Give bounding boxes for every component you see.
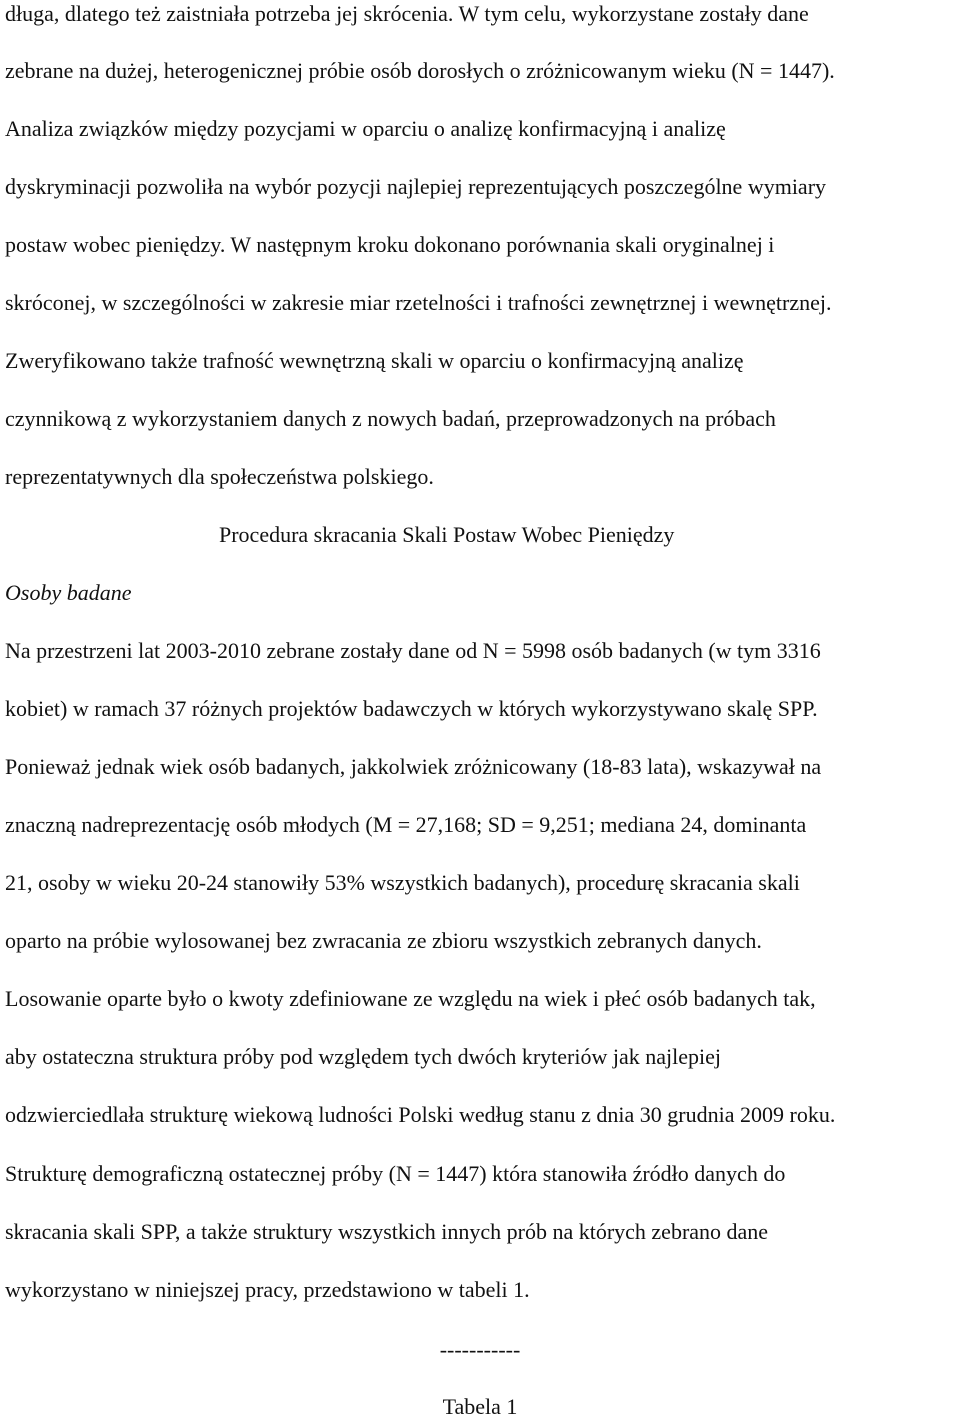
paragraph-2-line-4: znaczną nadreprezentację osób młodych (M = 27,168; SD = 9,251; mediana 24, dominanta xyxy=(5,812,807,837)
section-heading: Procedura skracania Skali Postaw Wobec Pieniędzy xyxy=(219,522,675,547)
paragraph-2-line-2: kobiet) w ramach 37 różnych projektów badawczych w których wykorzystywano skalę SPP. xyxy=(5,696,818,721)
paragraph-2-line-3: Ponieważ jednak wiek osób badanych, jakkolwiek zróżnicowany (18-83 lata), wskazywał na xyxy=(5,754,822,779)
paragraph-2-line-9: odzwierciedlała strukturę wiekową ludności Polski według stanu z dnia 30 grudnia 2009 roku. xyxy=(5,1102,836,1127)
paragraph-2-line-11: skracania skali SPP, a także struktury wszystkich innych prób na których zebrano dane xyxy=(5,1219,769,1244)
paragraph-1-line-6: skróconej, w szczególności w zakresie miar rzetelności i trafności zewnętrznej i wewnętrznej. xyxy=(5,290,832,315)
paragraph-1-line-9: reprezentatywnych dla społeczeństwa polskiego. xyxy=(5,464,434,489)
table-caption: Tabela 1 xyxy=(442,1394,518,1419)
paragraph-2-line-7: Losowanie oparte było o kwoty zdefiniowane ze względu na wiek i płeć osób badanych tak, xyxy=(5,986,816,1011)
paragraph-2-line-8: aby ostateczna struktura próby pod względem tych dwóch kryteriów jak najlepiej xyxy=(5,1044,721,1069)
paragraph-1-line-7: Zweryfikowano także trafność wewnętrzną skali w oparciu o konfirmacyjną analizę xyxy=(5,348,744,373)
paragraph-1-line-4: dyskryminacji pozwoliła na wybór pozycji najlepiej reprezentujących poszczególne wymiary xyxy=(5,174,827,199)
paragraph-1-line-8: czynnikową z wykorzystaniem danych z nowych badań, przeprowadzonych na próbach xyxy=(5,406,776,431)
paragraph-2-line-5: 21, osoby w wieku 20-24 stanowiły 53% wszystkich badanych), procedurę skracania skali xyxy=(5,870,800,895)
paragraph-2-line-1: Na przestrzeni lat 2003-2010 zebrane zostały dane od N = 5998 osób badanych (w tym 3316 xyxy=(5,638,821,663)
paragraph-2-line-12: wykorzystano w niniejszej pracy, przedstawiono w tabeli 1. xyxy=(5,1277,530,1302)
paragraph-1-line-3: Analiza związków między pozycjami w oparciu o analizę konfirmacyjną i analizę xyxy=(5,116,726,141)
paragraph-2-line-10: Strukturę demograficzną ostatecznej próby (N = 1447) która stanowiła źródło danych do xyxy=(5,1161,786,1186)
paragraph-2-line-6: oparto na próbie wylosowanej bez zwracania ze zbioru wszystkich zebranych danych. xyxy=(5,928,762,953)
paragraph-1-line-1: długa, dlatego też zaistniała potrzeba jej skrócenia. W tym celu, wykorzystane zostały dane xyxy=(5,1,809,26)
separator-dashes: ----------- xyxy=(439,1337,521,1362)
paragraph-1-line-5: postaw wobec pieniędzy. W następnym kroku dokonano porównania skali oryginalnej i xyxy=(5,232,775,257)
subsection-heading: Osoby badane xyxy=(5,580,132,605)
paragraph-1-line-2: zebrane na dużej, heterogenicznej próbie osób dorosłych o zróżnicowanym wieku (N = 1447). xyxy=(5,58,835,83)
